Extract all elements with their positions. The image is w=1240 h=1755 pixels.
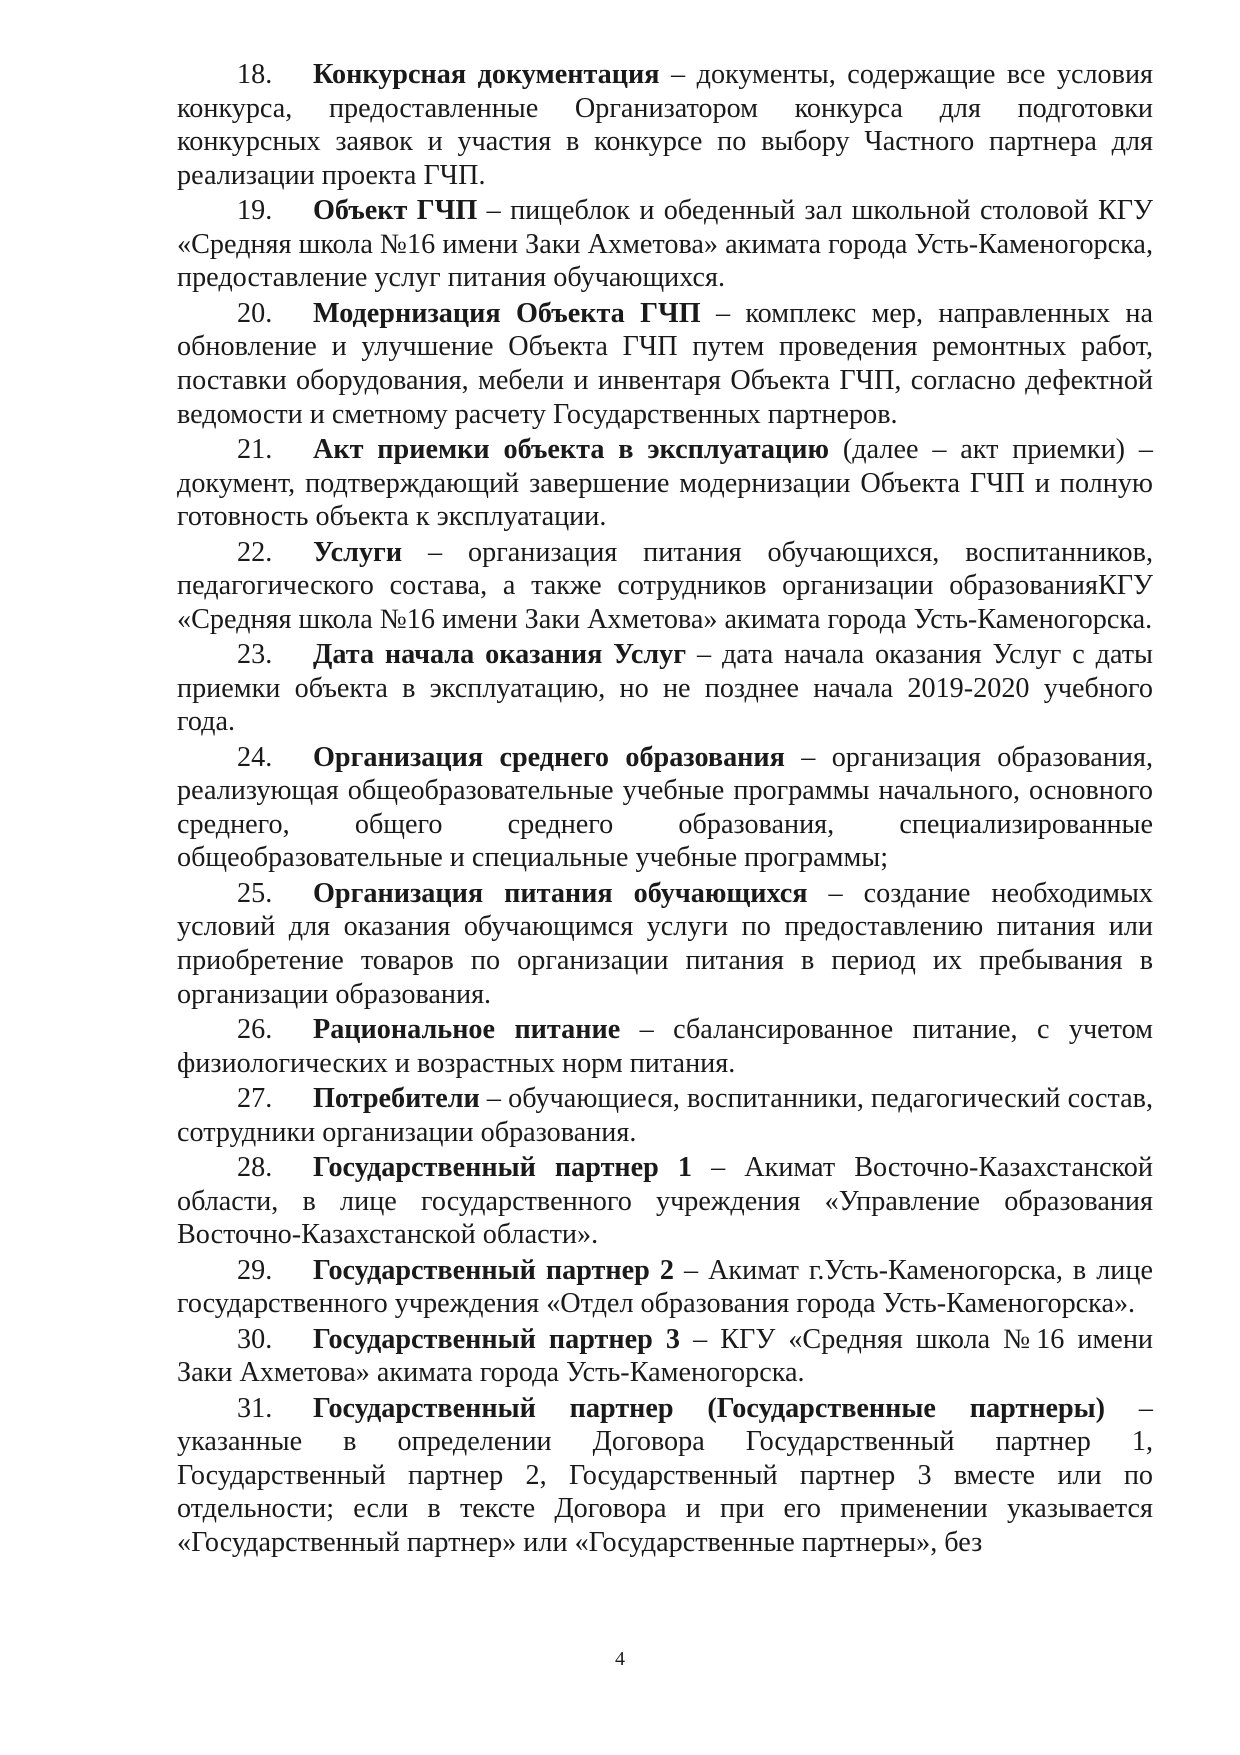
document-page: [177, 58, 1153, 1561]
defined-term: Акт приемки объекта в эксплуатацию: [313, 433, 830, 465]
item-number: 25.: [237, 877, 273, 909]
defined-term: Государственный партнер 3: [313, 1323, 680, 1355]
defined-term: Государственный партнер 1: [313, 1151, 693, 1183]
definition-text: – КГУ «Средняя школа №16 имени Заки Ахметова» акимата города Усть-Каменогорска.: [177, 1323, 1153, 1389]
definition-item: [177, 1392, 1153, 1560]
item-number: 21.: [237, 433, 273, 465]
definition-item: [177, 741, 1153, 875]
item-number: 22.: [237, 536, 273, 568]
definition-item: [177, 1323, 1153, 1390]
defined-term: Рациональное питание: [313, 1014, 621, 1045]
definition-text: – сбалансированное питание, с учетом физиологических и возрастных норм питания.: [177, 1014, 1153, 1079]
definition-item: [177, 536, 1153, 637]
item-number: 20.: [237, 297, 273, 329]
item-number: 26.: [237, 1014, 273, 1045]
definition-item: [177, 58, 1153, 192]
page-number: 4: [615, 1648, 625, 1670]
definition-item: [177, 1254, 1153, 1321]
item-number: 28.: [237, 1151, 273, 1183]
item-number: 30.: [237, 1323, 273, 1355]
definition-item: [177, 638, 1153, 739]
definition-text: – Акимат Восточно-Казахстанской области, в лице государственного учреждения «Управление образования Восточно-Казахстанской области».: [177, 1151, 1153, 1251]
definition-item: [177, 1082, 1153, 1149]
item-number: 18.: [237, 59, 273, 90]
defined-term: Потребители: [313, 1082, 480, 1114]
defined-term: Дата начала оказания Услуг: [313, 639, 687, 671]
item-number: 27.: [237, 1082, 273, 1114]
definition-text: – создание необходимых условий для оказания обучающимся услуги по предоставлению питания или приобретение товаров по организации питания в период их пребывания в организации образования.: [177, 877, 1153, 1010]
definition-item: [177, 1013, 1153, 1080]
definition-text: – документы, содержащие все условия конкурса, предоставленные Организатором конкурса для подготовки конкурсных заявок и участия в конкурсе по выбору Частного партнера для реализации проекта ГЧП.: [177, 59, 1153, 191]
item-number: 23.: [237, 639, 273, 671]
item-number: 29.: [237, 1254, 273, 1286]
definition-text: – дата начала оказания Услуг с даты приемки объекта в эксплуатацию, но не позднее начала 2019-2020 учебного года.: [177, 639, 1153, 738]
defined-term: Государственный партнер (Государственные партнеры): [313, 1392, 1106, 1424]
definition-item: [177, 194, 1153, 295]
definition-text: – Акимат г.Усть-Каменогорска, в лице государственного учреждения «Отдел образования города Усть-Каменогорска».: [177, 1254, 1153, 1320]
defined-term: Организация питания обучающихся: [313, 877, 808, 909]
item-number: 31.: [237, 1392, 273, 1424]
item-number: 19.: [237, 195, 273, 227]
defined-term: Модернизация Объекта ГЧП: [313, 297, 701, 329]
definition-item: [177, 297, 1153, 431]
definition-text: (далее – акт приемки) – документ, подтверждающий завершение модернизации Объекта ГЧП и полную готовность объекта к эксплуатации.: [177, 433, 1153, 533]
definition-text: – организация питания обучающихся, воспитанников, педагогического состава, а также сотрудников организации образованияКГУ «Средняя школа №16 имени Заки Ахметова» акимата города Усть-Каменогорска.: [177, 536, 1153, 635]
defined-term: Организация среднего образования: [313, 741, 785, 773]
defined-term: Объект ГЧП: [313, 195, 478, 227]
definition-item: [177, 1151, 1153, 1252]
definition-text: – пищеблок и обеденный зал школьной столовой КГУ «Средняя школа №16 имени Заки Ахметова» акимата города Усть-Каменогорска, предоставление услуг питания обучающихся.: [177, 195, 1153, 294]
definition-item: [177, 877, 1153, 1011]
definition-text: – организация образования, реализующая общеобразовательные учебные программы начального, основного среднего, общего среднего образования, специализированные общеобразовательные и специальные учебные программы;: [177, 741, 1153, 874]
definition-text: – комплекс мер, направленных на обновление и улучшение Объекта ГЧП путем проведения ремонтных работ, поставки оборудования, мебели и инвентаря Объекта ГЧП, согласно дефектной ведомости и сметному расчету Государственных партнеров.: [177, 297, 1153, 430]
defined-term: Государственный партнер 2: [313, 1254, 674, 1286]
item-number: 24.: [237, 741, 273, 773]
definition-item: [177, 433, 1153, 534]
definition-text: – указанные в определении Договора Государственный партнер 1, Государственный партнер 2, Государственный партнер 3 вместе или по отдельности; если в тексте Договора и при его применении указывается «Государственный партнер» или «Государственные партнеры», без: [177, 1392, 1153, 1558]
definition-text: – обучающиеся, воспитанники, педагогический состав, сотрудники организации образования.: [177, 1082, 1153, 1148]
defined-term: Услуги: [313, 536, 403, 568]
defined-term: Конкурсная документация: [313, 59, 660, 90]
